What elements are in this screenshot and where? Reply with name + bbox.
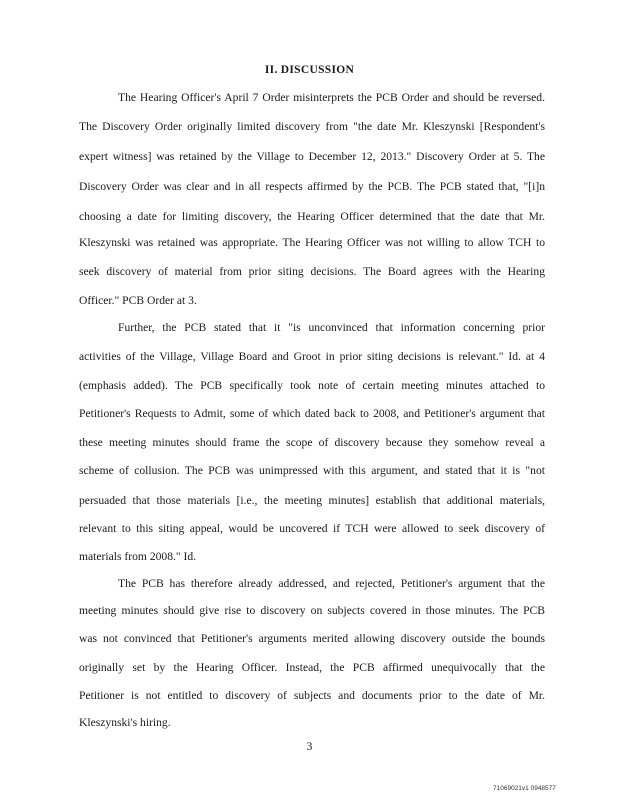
paragraph-2-line-7: persuaded that those materials [i.e., the meeting minutes] establish that additional materials, [79, 494, 545, 507]
paragraph-2-line-3: (emphasis added). The PCB specifically took note of certain meeting minutes attached to [79, 379, 545, 392]
paragraph-1-line-8: Officer." PCB Order at 3. [79, 294, 197, 307]
paragraph-3-line-3: was not convinced that Petitioner's arguments merited allowing discovery outside the bounds [79, 632, 545, 645]
paragraph-2-line-5: these meeting minutes should frame the scope of discovery because they somehow reveal a [79, 436, 545, 449]
paragraph-2-line-6: scheme of collusion. The PCB was unimpressed with this argument, and stated that it is "not [79, 464, 545, 477]
paragraph-1-line-2: The Discovery Order originally limited discovery from "the date Mr. Kleszynski [Respondent's [79, 120, 545, 133]
paragraph-1-line-4: Discovery Order was clear and in all respects affirmed by the PCB. The PCB stated that, "[i]n [79, 180, 545, 193]
section-heading: II. DISCUSSION [264, 64, 355, 76]
paragraph-2-line-8: relevant to this siting appeal, would be uncovered if TCH were allowed to seek discovery of [79, 522, 545, 535]
paragraph-3-line-5: Petitioner is not entitled to discovery of subjects and documents prior to the date of Mr. [79, 689, 545, 702]
paragraph-1-line-5: choosing a date for limiting discovery, the Hearing Officer determined that the date that Mr. [79, 210, 545, 223]
paragraph-3-line-6: Kleszynski's hiring. [79, 716, 171, 729]
paragraph-2-line-2: activities of the Village, Village Board and Groot in prior siting decisions is relevant." Id. at 4 [79, 350, 545, 363]
paragraph-3-line-1: The PCB has therefore already addressed, and rejected, Petitioner's argument that the [118, 577, 545, 590]
page-number: 3 [306, 741, 313, 753]
paragraph-2-line-4: Petitioner's Requests to Admit, some of which dated back to 2008, and Petitioner's argument that [79, 407, 545, 420]
paragraph-1-line-1: The Hearing Officer's April 7 Order misinterprets the PCB Order and should be reversed. [118, 91, 545, 104]
paragraph-2-line-9: materials from 2008." Id. [79, 550, 197, 563]
paragraph-3-line-2: meeting minutes should give rise to discovery on subjects covered in those minutes. The PCB [79, 604, 545, 617]
document-id: 71069021v1 0948577 [493, 785, 556, 792]
paragraph-2-line-1: Further, the PCB stated that it "is unconvinced that information concerning prior [118, 321, 545, 334]
paragraph-1-line-3: expert witness] was retained by the Village to December 12, 2013." Discovery Order at 5. The [79, 150, 545, 163]
paragraph-1-line-6: Kleszynski was retained was appropriate. The Hearing Officer was not willing to allow TCH to [79, 236, 545, 249]
paragraph-3-line-4: originally set by the Hearing Officer. Instead, the PCB affirmed unequivocally that the [79, 661, 545, 674]
paragraph-1-line-7: seek discovery of material from prior siting decisions. The Board agrees with the Hearing [79, 265, 545, 278]
